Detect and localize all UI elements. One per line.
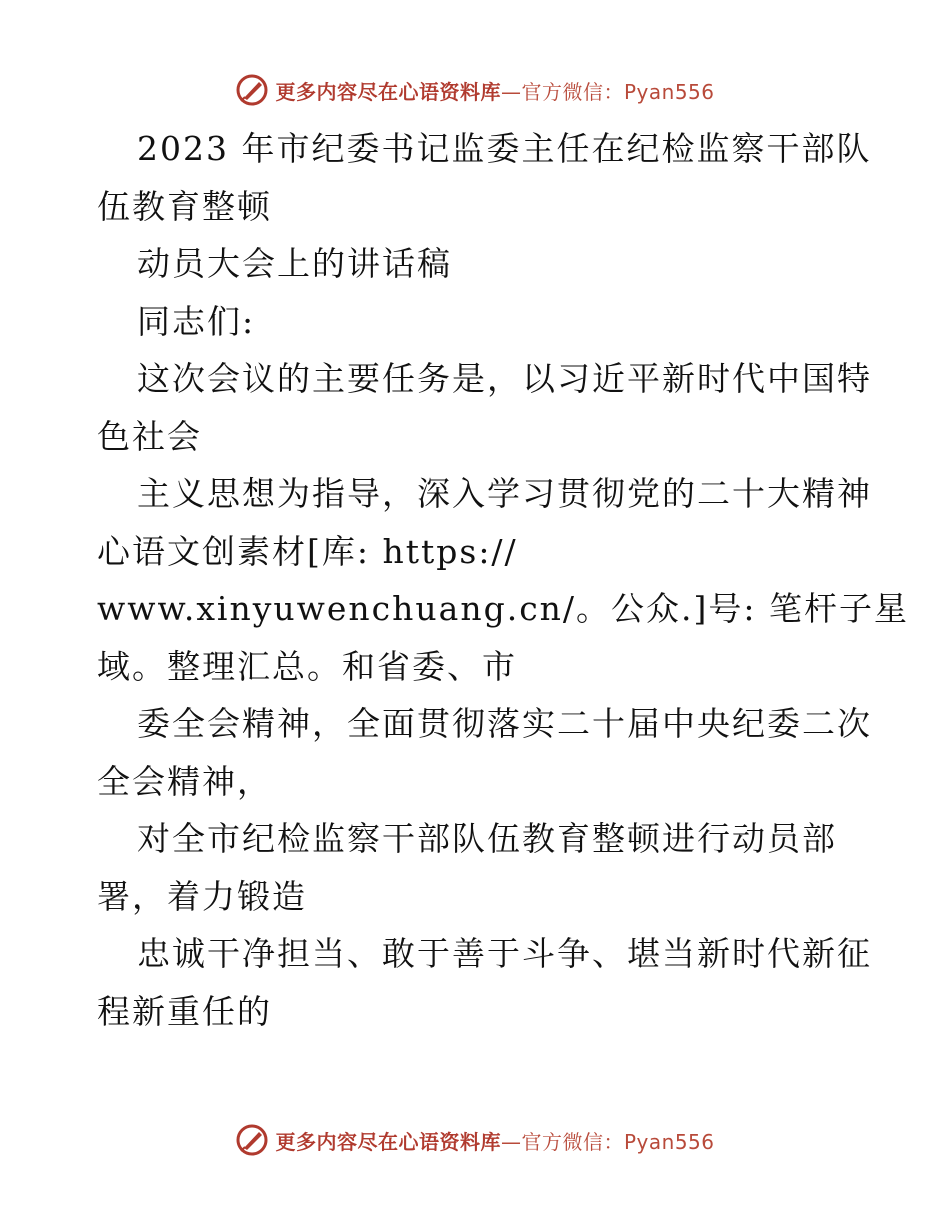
document-line: 同志们: bbox=[137, 301, 256, 341]
document-line: 对全市纪检监察干部队伍教育整顿进行动员部 bbox=[137, 819, 837, 858]
document-line: 心语文创素材[库: https:// bbox=[97, 531, 518, 571]
document-line: 委全会精神，全面贯彻落实二十届中央纪委二次 bbox=[137, 704, 872, 743]
document-line: 域。整理汇总。和省委、市 bbox=[97, 646, 517, 686]
banner-title: 更多内容尽在心语资料库 bbox=[275, 1129, 501, 1154]
document-line: 这次会议的主要任务是，以习近平新时代中国特 bbox=[137, 359, 872, 398]
banner-text bbox=[275, 76, 714, 105]
document-body bbox=[97, 120, 910, 1040]
document-line: 动员大会上的讲话稿 bbox=[137, 244, 452, 283]
banner-dash: — bbox=[500, 79, 522, 104]
banner-text bbox=[275, 1126, 714, 1155]
banner-title: 更多内容尽在心语资料库 bbox=[275, 79, 501, 104]
banner-dash: — bbox=[500, 1129, 522, 1154]
document-line: 伍教育整顿 bbox=[97, 186, 272, 226]
banner-wechat-id: Pyan556 bbox=[623, 1129, 715, 1154]
quill-pen-logo-icon bbox=[235, 73, 269, 107]
document-line: www.xinyuwenchuang.cn/。公众.]号: 笔杆子星 bbox=[97, 589, 910, 628]
footer-banner bbox=[0, 1120, 950, 1160]
document-line: 2023 年市纪委书记监委主任在纪检监察干部队 bbox=[137, 129, 872, 168]
document-line: 程新重任的 bbox=[97, 991, 272, 1031]
document-line: 忠诚干净担当、敢于善于斗争、堪当新时代新征 bbox=[137, 934, 872, 973]
document-line: 主义思想为指导，深入学习贯彻党的二十大精神 bbox=[137, 474, 872, 513]
header-banner bbox=[0, 70, 950, 110]
banner-wechat-label: 官方微信： bbox=[521, 1129, 624, 1154]
document-line: 全会精神， bbox=[97, 761, 272, 801]
banner-wechat-id: Pyan556 bbox=[623, 79, 715, 104]
document-line: 署，着力锻造 bbox=[97, 876, 307, 916]
quill-pen-logo-icon bbox=[235, 1123, 269, 1157]
document-line: 色社会 bbox=[97, 416, 202, 456]
banner-wechat-label: 官方微信： bbox=[521, 79, 624, 104]
